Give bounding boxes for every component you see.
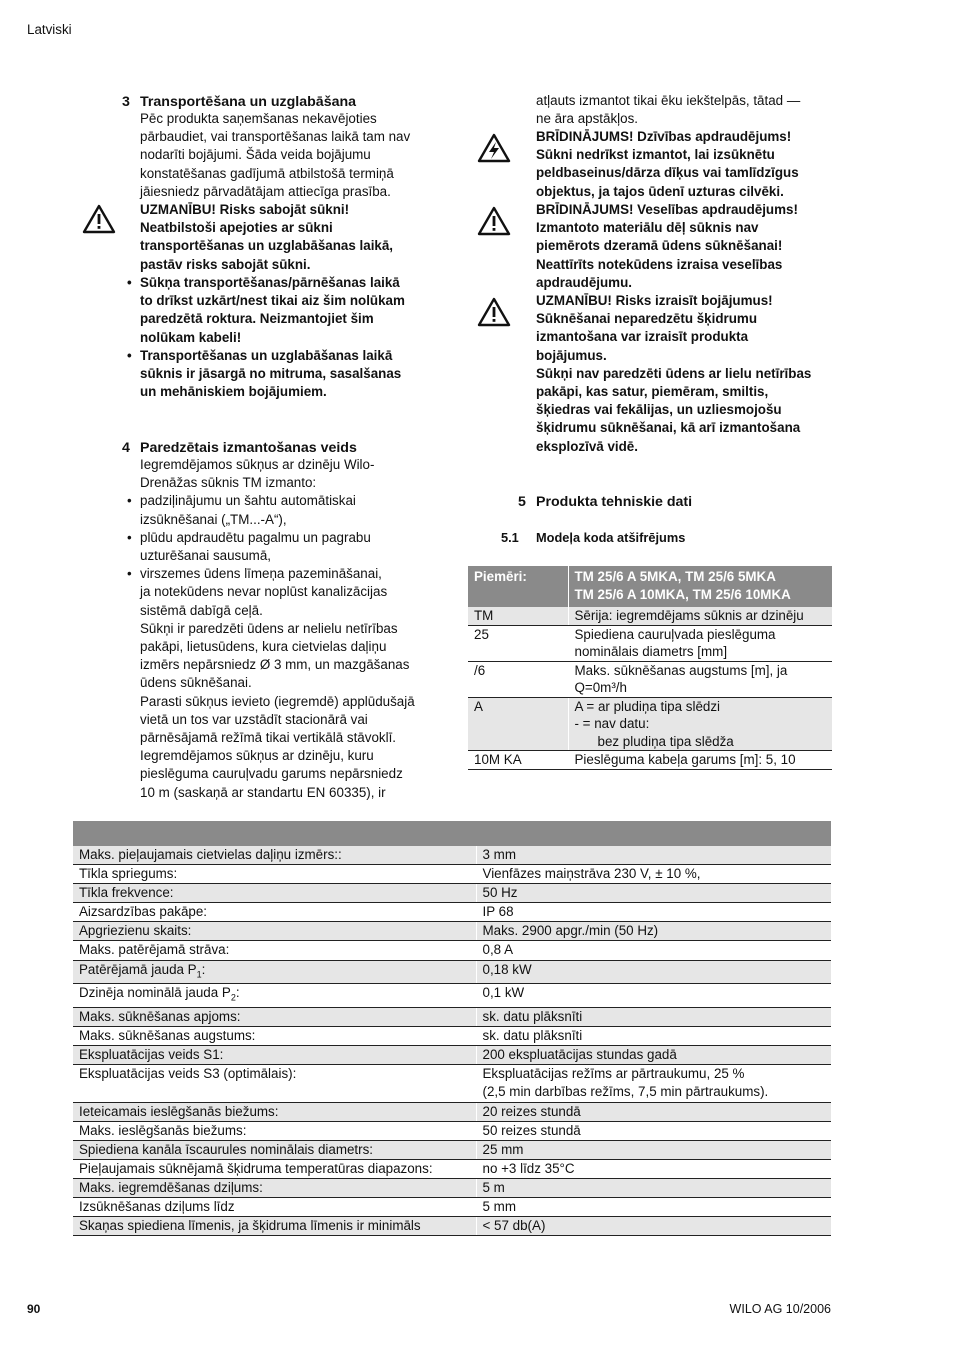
table-cell: A xyxy=(468,697,568,751)
label-suffix: : xyxy=(235,985,240,1001)
row-label xyxy=(73,941,476,960)
value-line: Vienfāzes maiņstrāva 230 V, ± 10 %, xyxy=(482,866,701,882)
subsection-number: 5.1 xyxy=(501,530,519,545)
text-line: TM 25/6 A 5MKA, TM 25/6 5MKA xyxy=(574,569,776,584)
text-line: pastāv risks sabojāt sūkni. xyxy=(140,256,311,272)
bullet-icon: • xyxy=(127,347,132,363)
row-label xyxy=(73,865,476,884)
row-value xyxy=(476,1027,831,1046)
text-line: UZMANĪBU! Risks izraisīt bojājumus! xyxy=(536,293,773,308)
value-line: 5 mm xyxy=(482,1199,516,1215)
subsection-heading xyxy=(501,529,685,547)
text-line: Sūknēšanai neparedzētu šķidrumu xyxy=(536,311,758,327)
label-text: Aizsardzības pakāpe: xyxy=(79,904,208,920)
row-value xyxy=(476,1008,831,1027)
label-suffix: : xyxy=(201,961,206,977)
text-line: Pēc produkta saņemšanas nekavējoties xyxy=(140,111,377,126)
subsection-title: Modeļa koda atšifrējums xyxy=(536,530,686,545)
value-line: 0,18 kW xyxy=(482,961,532,977)
model-code-table xyxy=(468,566,832,770)
label-text: Spiediena kanāla īscaurules nominālais diametrs: xyxy=(79,1141,374,1157)
label-text: Pieļaujamais sūknējamā šķidruma temperatūras diapazons: xyxy=(79,1160,433,1176)
text-line: Sūkņa transportēšanas/pārnēšanas laikā xyxy=(140,275,400,290)
warning-triangle-icon xyxy=(477,206,511,236)
row-label xyxy=(73,922,476,941)
text-line: pieslēguma cauruļvadu garums nepārsniedz xyxy=(140,766,403,782)
text-line: Q=0m³/h xyxy=(574,680,627,695)
table-cell: /6 xyxy=(468,661,568,697)
label-text: Patērējamā jauda P xyxy=(79,961,197,977)
text-line: Sūkni nedrīkst izmantot, lai izsūknētu xyxy=(536,147,775,163)
row-value xyxy=(476,1198,831,1217)
text-line: nodarīti bojājumi. Šāda veida bojājumu xyxy=(140,147,371,163)
value-line: IP 68 xyxy=(482,904,514,920)
text-line: Neattīrīts notekūdens izraisa veselības xyxy=(536,256,783,272)
row-value xyxy=(476,1159,831,1178)
section-4-body xyxy=(127,456,450,802)
table-row xyxy=(73,1008,831,1027)
table-row xyxy=(73,846,831,865)
electric-warning-icon xyxy=(477,133,511,163)
text-line: atļauts izmantot tikai ēku iekštelpās, tātad — xyxy=(536,93,801,108)
list-item xyxy=(127,492,450,528)
text-line: konstatēšanas gadījumā atbilstošā termiņā xyxy=(140,165,394,181)
row-value xyxy=(476,984,831,1008)
row-value xyxy=(476,922,831,941)
publisher-label: WILO AG 10/2006 xyxy=(729,1302,831,1316)
label-text: Maks. pieļaujamais cietvielas daļiņu izmērs:: xyxy=(79,847,342,862)
warning-block-2 xyxy=(536,201,846,292)
row-value xyxy=(476,1065,831,1102)
text-line: un mehāniskiem bojājumiem. xyxy=(140,384,327,400)
label-text: Izsūknēšanas dziļums līdz xyxy=(79,1199,235,1215)
row-label xyxy=(73,1027,476,1046)
row-label xyxy=(73,884,476,903)
table-row xyxy=(73,922,831,941)
label-text: Apgriezienu skaits: xyxy=(79,923,192,939)
table-row xyxy=(73,1121,831,1140)
row-label xyxy=(73,846,476,865)
text-line: ūdens sūknēšanai. xyxy=(140,675,252,691)
value-line: 0,8 A xyxy=(482,942,514,958)
value-line: no +3 līdz 35°C xyxy=(482,1160,575,1176)
value-line: Maks. 2900 apgr./min (50 Hz) xyxy=(482,923,659,939)
row-value xyxy=(476,865,831,884)
table-cell xyxy=(568,661,832,697)
text-line: pārbaudiet, vai transportēšanas laikā tam nav xyxy=(140,129,411,145)
row-value xyxy=(476,846,831,865)
label-text: Maks. sūknēšanas augstums: xyxy=(79,1028,256,1044)
warning-triangle-icon xyxy=(82,204,116,234)
table-cell xyxy=(568,751,832,770)
text-line: pakāpi, lietusūdens, kura cietvielas daļiņu xyxy=(140,639,387,655)
row-label xyxy=(73,1159,476,1178)
language-label: Latviski xyxy=(27,22,72,37)
caution-block-2 xyxy=(536,292,846,456)
table-row xyxy=(73,1159,831,1178)
row-label xyxy=(73,1046,476,1065)
section-3-bullets xyxy=(127,274,440,401)
table-cell xyxy=(568,697,832,751)
row-value xyxy=(476,960,831,984)
table-row xyxy=(468,607,832,625)
value-line: Ekspluatācijas režīms ar pārtraukumu, 25 % xyxy=(482,1066,745,1082)
value-line: 50 reizes stundā xyxy=(482,1122,581,1138)
row-label xyxy=(73,903,476,922)
text-line: Sērija: iegremdējams sūknis ar dzinēju xyxy=(574,608,804,623)
row-label xyxy=(73,1065,476,1102)
text-line: sistēmā dabīgā ceļā. xyxy=(140,602,263,618)
caution-block xyxy=(140,201,440,274)
section-title: Transportēšana un uzglabāšana xyxy=(140,94,357,110)
text-line: BRĪDINĀJUMS! Dzīvības apdraudējums! xyxy=(536,129,792,144)
text-line: Spiediena cauruļvada pieslēguma xyxy=(574,626,776,642)
text-line: peldbaseinus/dārza dīķus vai tamlīdzīgus xyxy=(536,165,799,181)
value-line: 200 ekspluatācijas stundas gadā xyxy=(482,1047,677,1063)
label-text: Skaņas spiediena līmenis, ja šķidruma līmenis ir minimāls xyxy=(79,1218,421,1234)
row-value xyxy=(476,1178,831,1197)
table-cell xyxy=(568,625,832,661)
list-item xyxy=(127,529,450,565)
text-line: sūknis ir jāsargā no mitruma, sasalšanas xyxy=(140,366,402,382)
table-row xyxy=(73,1198,831,1217)
label-text: Maks. sūknēšanas apjoms: xyxy=(79,1009,241,1025)
value-line: 0,1 kW xyxy=(482,985,525,1001)
table-cell: 25 xyxy=(468,625,568,661)
row-label xyxy=(73,1102,476,1121)
section-5-heading xyxy=(518,493,692,511)
value-line: sk. datu plāksnīti xyxy=(482,1028,583,1044)
text-line: Izmantoto materiālu dēļ sūknis nav xyxy=(536,220,759,236)
section-number: 4 xyxy=(122,440,130,456)
text-line: Iegremdējamos sūkņus ar dzinēju, kuru xyxy=(140,748,374,764)
text-line: Neatbilstoši apejoties ar sūkni xyxy=(140,220,333,236)
text-line: šķidrumu sūknēšanai, kā arī izmantošana xyxy=(536,420,801,436)
table-header-cell xyxy=(568,566,832,607)
section-4-bullets xyxy=(127,492,450,619)
row-label xyxy=(73,1140,476,1159)
text-line: eksplozīvā vidē. xyxy=(536,438,638,454)
text-line: Drenāžas sūknis TM izmanto: xyxy=(140,475,317,491)
list-item xyxy=(127,565,450,620)
section-title: Produkta tehniskie dati xyxy=(536,494,693,510)
text-line: uzturēšanai sausumā, xyxy=(140,548,272,564)
row-value xyxy=(476,1121,831,1140)
section-title: Paredzētais izmantošanas veids xyxy=(140,440,357,456)
section-number: 3 xyxy=(122,94,130,110)
label-subscript: 1 xyxy=(196,969,202,980)
text-line: nolūkam kabeli! xyxy=(140,329,242,345)
bullet-icon: • xyxy=(127,275,132,290)
value-line: 25 mm xyxy=(482,1141,524,1157)
table-cell xyxy=(568,607,832,625)
row-value xyxy=(476,903,831,922)
table-row xyxy=(468,625,832,661)
row-value xyxy=(476,1217,831,1236)
text-line: šķiedras vai fekālijas, un uzliesmojošu xyxy=(536,402,782,418)
table-cell: 10M KA xyxy=(468,751,568,770)
text-line: objektus, ja tajos ūdenī uzturas cilvēki. xyxy=(536,183,784,199)
text-line: ja notekūdens nevar noplūst kanalizācijas xyxy=(140,584,388,600)
text-line: plūdu apdraudētu pagalmu un pagrabu xyxy=(140,529,371,545)
table-row xyxy=(468,697,832,751)
text-line: bez pludiņa tipa slēdža xyxy=(597,733,734,749)
text-line: nominālais diametrs [mm] xyxy=(574,644,728,659)
label-subscript: 2 xyxy=(230,993,236,1003)
text-line: jāiesniedz pārvadātājam attiecīga prasība. xyxy=(140,183,391,199)
text-line: apdraudējumu. xyxy=(536,274,632,290)
value-line: 50 Hz xyxy=(482,885,518,901)
bullet-icon: • xyxy=(127,529,132,545)
row-label xyxy=(73,1217,476,1236)
table-row xyxy=(73,941,831,960)
table-row xyxy=(468,661,832,697)
text-line: Sūkņi ir paredzēti ūdens ar nelielu netīrības xyxy=(140,620,398,636)
row-label xyxy=(73,1198,476,1217)
section-3-intro xyxy=(140,110,440,201)
table-row xyxy=(73,1140,831,1159)
label-text: Ieteicamais ieslēgšanās biežums: xyxy=(79,1103,279,1119)
value-line: 3 mm xyxy=(482,847,516,862)
label-text: Ekspluatācijas veids S1: xyxy=(79,1047,224,1063)
section-4-heading xyxy=(122,439,357,457)
text-line: piemērots dzeramā ūdens sūknēšanai! xyxy=(536,238,783,254)
label-text: Maks. ieslēgšanās biežums: xyxy=(79,1122,247,1138)
label-text: Maks. patērējamā strāva: xyxy=(79,942,230,958)
technical-data-table xyxy=(73,846,831,1236)
table-row xyxy=(73,1217,831,1236)
table-row xyxy=(73,960,831,984)
warning-triangle-icon xyxy=(477,297,511,327)
label-text: Dzinēja nominālā jauda P xyxy=(79,985,231,1001)
row-label xyxy=(73,1178,476,1197)
text-line: 10 m (saskaņā ar standartu EN 60335), ir xyxy=(140,784,386,800)
text-line: bojājumus. xyxy=(536,347,607,363)
text-line: - = nav datu: xyxy=(574,716,650,731)
label-text: Tīkla frekvence: xyxy=(79,885,174,901)
section-number: 5 xyxy=(518,494,526,510)
list-item xyxy=(127,347,440,402)
data-table-header-bar xyxy=(73,821,831,846)
row-label xyxy=(73,960,476,984)
row-value xyxy=(476,884,831,903)
table-row xyxy=(73,984,831,1008)
text-line: UZMANĪBU! Risks sabojāt sūkni! xyxy=(140,202,350,217)
table-row xyxy=(73,1065,831,1102)
row-value xyxy=(476,1102,831,1121)
table-row xyxy=(73,865,831,884)
list-item xyxy=(127,274,440,347)
row-label xyxy=(73,1008,476,1027)
text-line: Parasti sūkņus ievieto (iegremdē) applūdušajā xyxy=(140,693,415,709)
table-row xyxy=(73,1178,831,1197)
label-text: Maks. iegremdēšanas dziļums: xyxy=(79,1179,263,1195)
text-line: ne āra apstākļos. xyxy=(536,111,638,127)
section-3-heading xyxy=(122,93,356,111)
label-text: Tīkla spriegums: xyxy=(79,866,178,882)
value-line: sk. datu plāksnīti xyxy=(482,1009,583,1025)
table-row xyxy=(73,1027,831,1046)
row-value xyxy=(476,941,831,960)
bullet-icon: • xyxy=(127,566,132,582)
text-line: Sūkņi nav paredzēti ūdens ar lielu netīrības xyxy=(536,365,812,381)
text-line: vietā un tos var uzstādīt stacionārā vai xyxy=(140,711,368,727)
table-row xyxy=(73,1102,831,1121)
value-line: 5 m xyxy=(482,1179,505,1195)
text-line: izmantošana var izraisīt produkta xyxy=(536,329,749,345)
text-line: padziļinājumu un šahtu automātiskai xyxy=(140,493,356,509)
text-line: TM 25/6 A 10MKA, TM 25/6 10MKA xyxy=(574,586,791,602)
label-text: Ekspluatācijas veids S3 (optimālais): xyxy=(79,1066,297,1082)
row-label xyxy=(73,984,476,1008)
text-line: pakāpi, kas satur, piemēram, smiltis, xyxy=(536,384,769,400)
text-line: izmērs nepārsniedz Ø 3 mm, un mazgāšanas xyxy=(140,657,410,673)
text-line: Transportēšanas un uzglabāšanas laikā xyxy=(140,347,393,363)
warning-block-1 xyxy=(536,128,846,201)
text-line: A = ar pludiņa tipa slēdzi xyxy=(574,698,721,714)
table-row xyxy=(73,884,831,903)
text-line: Pieslēguma kabeļa garums [m]: 5, 10 xyxy=(574,752,796,767)
page-number: 90 xyxy=(27,1302,41,1316)
text-line: to drīkst uzkārt/nest tikai aiz šim nolūkam xyxy=(140,293,405,309)
bullet-icon: • xyxy=(127,493,132,509)
table-row xyxy=(468,751,832,770)
text-line: transportēšanas un uzglabāšanas laikā, xyxy=(140,238,394,254)
text-line: virszemes ūdens līmeņa pazemināšanai, xyxy=(140,566,382,582)
text-line: paredzētā roktura. Neizmantojiet šim xyxy=(140,311,374,327)
value-line: < 57 db(A) xyxy=(482,1218,546,1234)
value-line: (2,5 min darbības režīms, 7,5 min pārtraukums). xyxy=(482,1084,769,1100)
continuation-text xyxy=(536,92,846,128)
text-line: izsūknēšanai („TM...-A“), xyxy=(140,511,287,527)
text-line: BRĪDINĀJUMS! Veselības apdraudējums! xyxy=(536,202,798,217)
table-row xyxy=(73,1046,831,1065)
table-header-cell: Piemēri: xyxy=(468,566,568,607)
row-value xyxy=(476,1140,831,1159)
text-line: Iegremdējamos sūkņus ar dzinēju Wilo- xyxy=(140,457,375,472)
table-row xyxy=(73,903,831,922)
row-label xyxy=(73,1121,476,1140)
text-line: Maks. sūknēšanas augstums [m], ja xyxy=(574,662,788,678)
table-cell: TM xyxy=(468,607,568,625)
value-line: 20 reizes stundā xyxy=(482,1103,581,1119)
table-header-row xyxy=(468,566,832,607)
text-line: pārnēsājamā režīmā tikai vertikālā stāvoklī. xyxy=(140,730,397,746)
row-value xyxy=(476,1046,831,1065)
